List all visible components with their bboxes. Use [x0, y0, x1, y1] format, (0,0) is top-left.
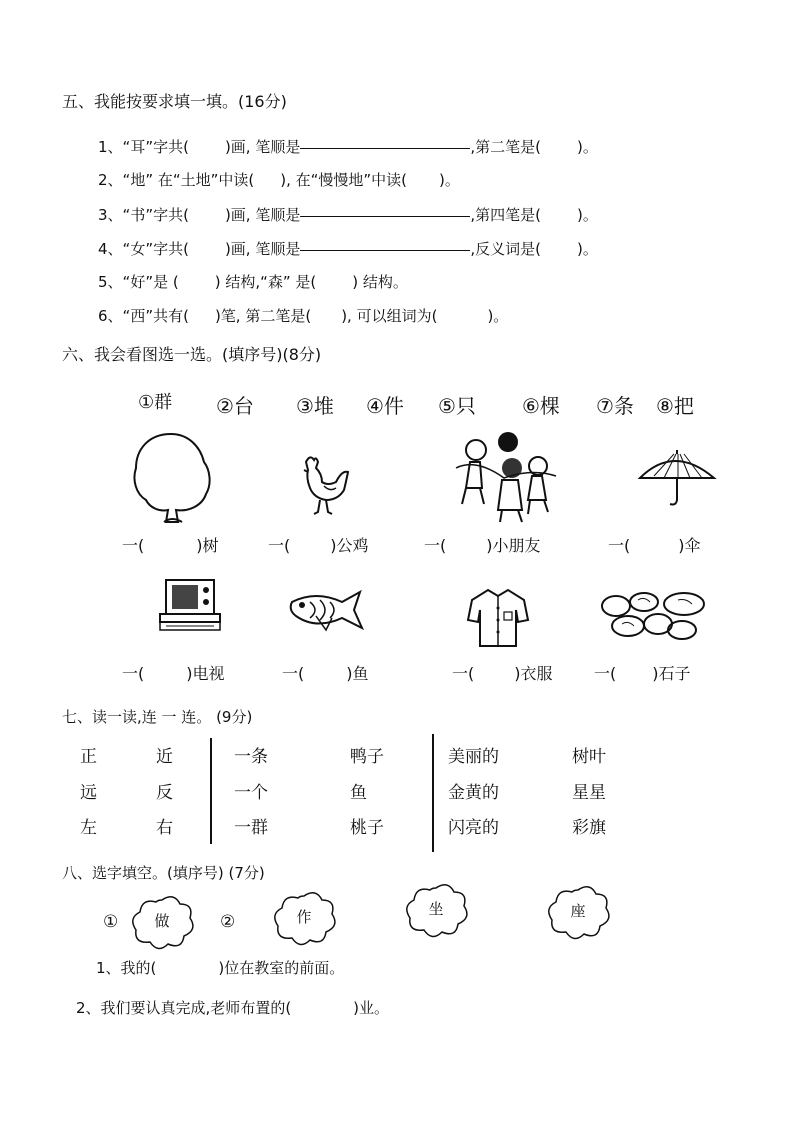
section6-title: 六、我会看图选一选。(填序号)(8分) — [62, 345, 322, 364]
match-item[interactable]: 远 — [80, 783, 97, 803]
umbrella-icon — [634, 448, 720, 508]
shirt-icon — [466, 586, 530, 650]
match-item[interactable]: 桃子 — [350, 818, 384, 838]
s5-q2: 2、“地” 在“土地”中读( ), 在“慢慢地”中读( )。 — [98, 171, 460, 189]
match-item[interactable]: 右 — [156, 818, 173, 838]
match-item[interactable]: 树叶 — [572, 747, 606, 767]
children-icon — [452, 428, 560, 524]
tree-icon — [128, 428, 214, 526]
option-marker-1: ① — [103, 912, 119, 932]
answer-blank[interactable] — [300, 147, 470, 149]
match-item[interactable]: 反 — [156, 783, 173, 803]
classifier-8: ⑧把 — [656, 394, 694, 418]
rooster-icon — [292, 452, 354, 518]
section8-title: 八、选字填空。(填序号) (7分) — [62, 864, 265, 882]
answer-blank[interactable] — [300, 215, 470, 217]
section5-title: 五、我能按要求填一填。(16分) — [62, 92, 287, 111]
classifier-4: ④件 — [366, 394, 404, 418]
match-item[interactable]: 美丽的 — [448, 747, 499, 767]
classifier-2: ②台 — [216, 394, 254, 418]
blank-fish[interactable]: 一( )鱼 — [282, 664, 369, 683]
match-item[interactable]: 闪亮的 — [448, 818, 499, 838]
flower-char: 座 — [570, 902, 586, 920]
answer-blank[interactable] — [300, 249, 470, 251]
divider-line — [210, 738, 212, 844]
s5-q3: 3、“书”字共( )画, 笔顺是 ,第四笔是( )。 — [98, 206, 598, 224]
blank-tree[interactable]: 一( )树 — [122, 536, 219, 555]
option-marker-2: ② — [220, 912, 236, 932]
match-item[interactable]: 一个 — [234, 783, 268, 803]
blank-rooster[interactable]: 一( )公鸡 — [268, 536, 369, 555]
s5-q6: 6、“西”共有( )笔, 第二笔是( ), 可以组词为( )。 — [98, 307, 509, 325]
classifier-5: ⑤只 — [438, 394, 476, 418]
match-item[interactable]: 正 — [80, 747, 97, 767]
flower-char: 做 — [154, 912, 170, 930]
flower-option-1[interactable] — [130, 894, 194, 952]
section7-title: 七、读一读,连 一 连。 (9分) — [62, 708, 253, 726]
match-item[interactable]: 左 — [80, 818, 97, 838]
flower-char: 坐 — [428, 900, 444, 918]
s8-q1: 1、我的( )位在教室的前面。 — [96, 959, 345, 977]
s5-q4: 4、“女”字共( )画, 笔顺是 ,反义词是( )。 — [98, 240, 598, 258]
blank-tv[interactable]: 一( )电视 — [122, 664, 225, 683]
match-item[interactable]: 近 — [156, 747, 173, 767]
blank-children[interactable]: 一( )小朋友 — [424, 536, 541, 555]
blank-umbrella[interactable]: 一( )伞 — [608, 536, 701, 555]
flower-char: 作 — [296, 908, 312, 926]
classifier-7: ⑦条 — [596, 394, 634, 418]
classifier-1: ①群 — [138, 392, 173, 413]
fish-icon — [286, 588, 366, 638]
match-item[interactable]: 一群 — [234, 818, 268, 838]
match-item[interactable]: 一条 — [234, 747, 268, 767]
blank-shirt[interactable]: 一( )衣服 — [452, 664, 553, 683]
s5-q1: 1、“耳”字共( )画, 笔顺是 ,第二笔是( )。 — [98, 138, 598, 156]
classifier-3: ③堆 — [296, 394, 334, 418]
flower-option-4[interactable] — [546, 884, 610, 942]
tv-icon — [156, 574, 224, 634]
match-item[interactable]: 鸭子 — [350, 747, 384, 767]
match-item[interactable]: 星星 — [572, 783, 606, 803]
flower-option-2[interactable] — [272, 890, 336, 948]
s5-q5: 5、“好”是 ( ) 结构,“森” 是( ) 结构。 — [98, 273, 408, 291]
divider-line — [432, 734, 434, 852]
match-item[interactable]: 鱼 — [350, 783, 367, 803]
stones-icon — [598, 590, 710, 644]
blank-stones[interactable]: 一( )石子 — [594, 664, 691, 683]
match-item[interactable]: 金黄的 — [448, 783, 499, 803]
s8-q2: 2、我们要认真完成,老师布置的( )业。 — [76, 999, 390, 1017]
flower-option-3[interactable] — [404, 882, 468, 940]
match-item[interactable]: 彩旗 — [572, 818, 606, 838]
classifier-6: ⑥棵 — [522, 394, 560, 418]
